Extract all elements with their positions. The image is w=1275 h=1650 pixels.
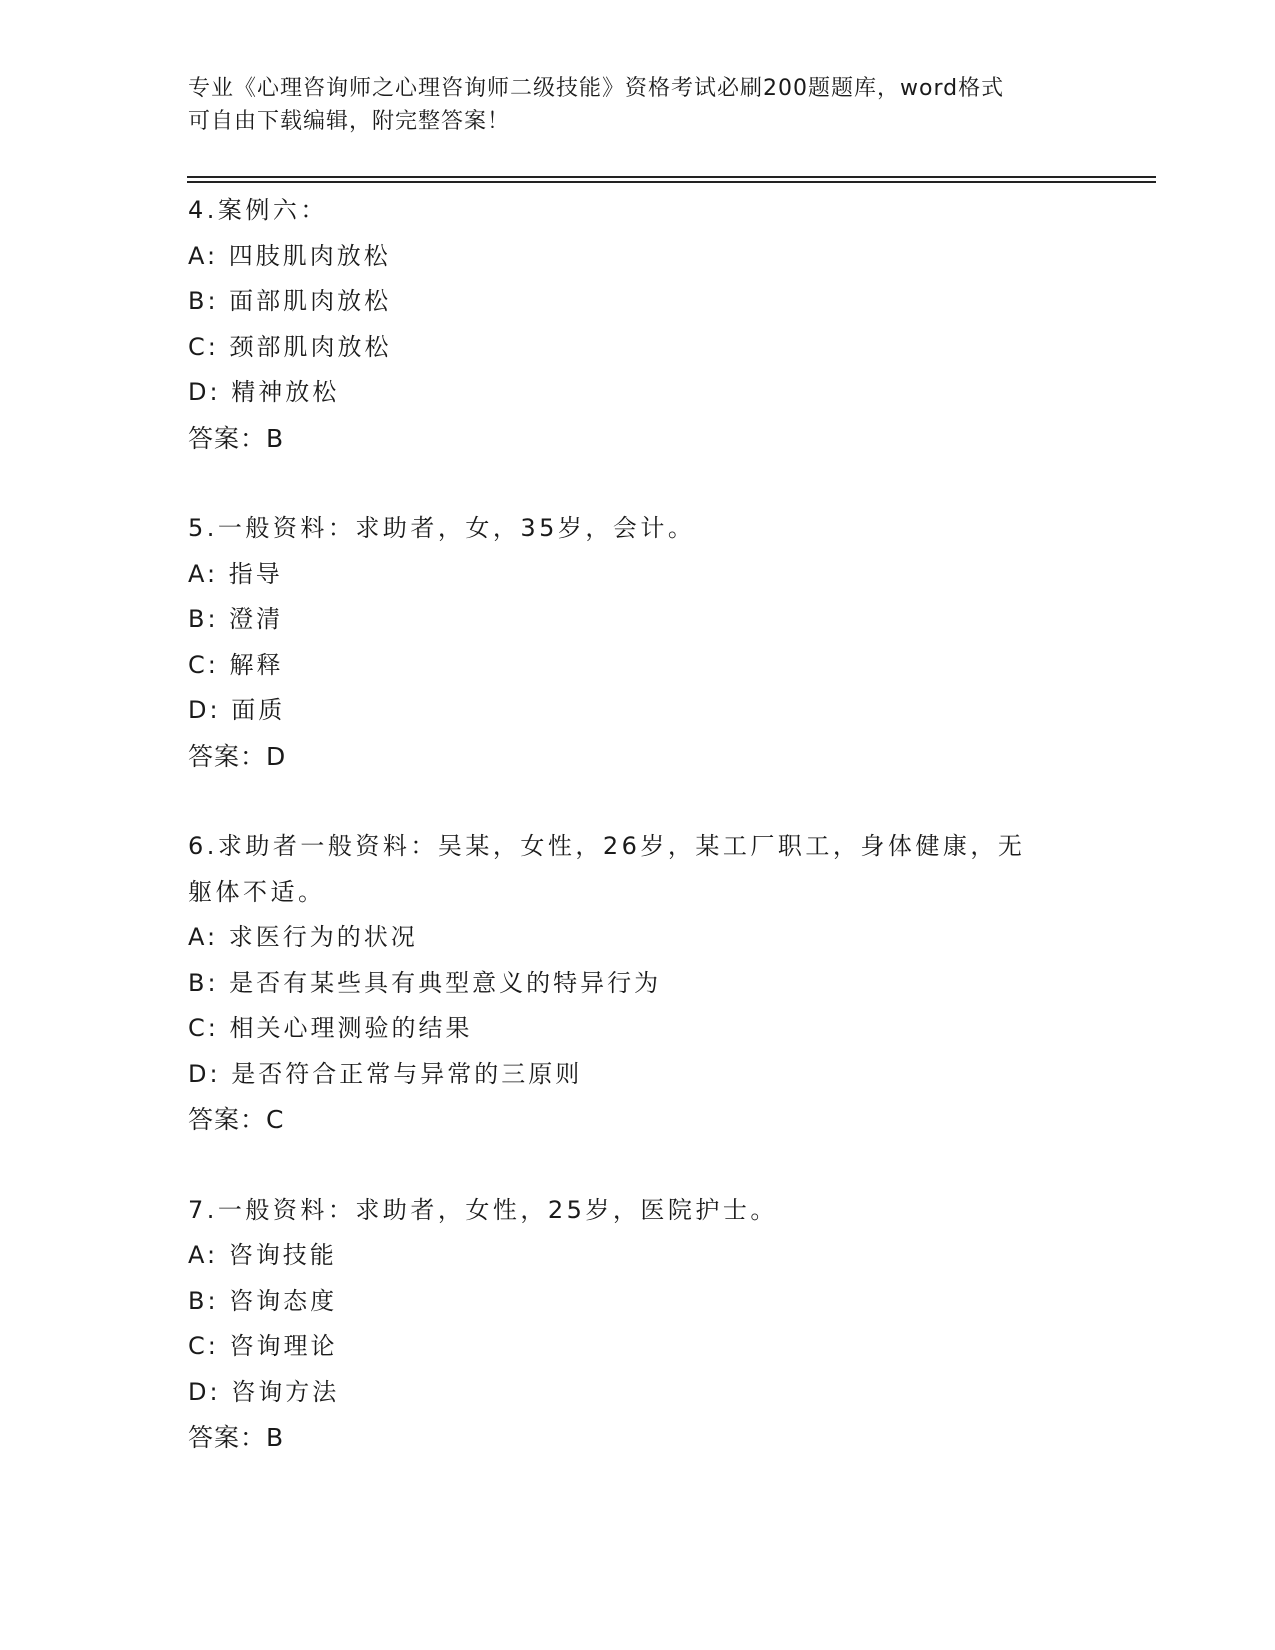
answer-line: 答案：C <box>188 1105 285 1134</box>
question-6 <box>188 824 1068 1143</box>
option-c: C: 咨询理论 <box>188 1332 338 1360</box>
option-b: B: 面部肌肉放松 <box>188 287 392 315</box>
header-line-2: 可自由下载编辑，附完整答案！ <box>188 109 511 134</box>
option-d: D: 面质 <box>188 696 286 724</box>
option-a: A: 四肢肌肉放松 <box>188 241 391 270</box>
document-header <box>188 72 1078 138</box>
question-stem: 7.一般资料：求助者，女性，25岁，医院护士。 <box>188 1195 778 1224</box>
question-stem-line-1: 6.求助者一般资料：吴某，女性，26岁，某工厂职工，身体健康，无 <box>188 832 1026 860</box>
header-divider-bottom <box>187 181 1156 183</box>
option-d: D: 咨询方法 <box>188 1377 340 1406</box>
option-a: A: 指导 <box>188 559 283 588</box>
option-b: B: 澄清 <box>188 605 284 633</box>
question-stem: 4.案例六： <box>188 196 328 224</box>
header-line-1: 专业《心理咨询师之心理咨询师二级技能》资格考试必刷200题题库，word格式 <box>188 76 1005 101</box>
option-a: A: 咨询技能 <box>188 1241 337 1269</box>
question-7 <box>188 1188 1068 1461</box>
option-a: A: 求医行为的状况 <box>188 923 418 951</box>
answer-line: 答案：B <box>188 423 285 453</box>
question-stem-line-2: 躯体不适。 <box>188 877 326 906</box>
answer-line: 答案：B <box>188 1423 285 1452</box>
question-list <box>188 188 1068 1506</box>
answer-line: 答案：D <box>188 741 287 771</box>
option-c: C: 颈部肌肉放松 <box>188 332 392 361</box>
option-c: C: 相关心理测验的结果 <box>188 1014 473 1042</box>
option-b: B: 是否有某些具有典型意义的特异行为 <box>188 968 662 997</box>
option-d: D: 精神放松 <box>188 378 340 406</box>
question-4 <box>188 188 1068 461</box>
option-d: D: 是否符合正常与异常的三原则 <box>188 1059 583 1088</box>
option-c: C: 解释 <box>188 650 284 679</box>
header-divider-top <box>187 176 1156 178</box>
question-5 <box>188 506 1068 779</box>
question-stem: 5.一般资料：求助者，女，35岁，会计。 <box>188 514 696 542</box>
option-b: B: 咨询态度 <box>188 1286 338 1315</box>
